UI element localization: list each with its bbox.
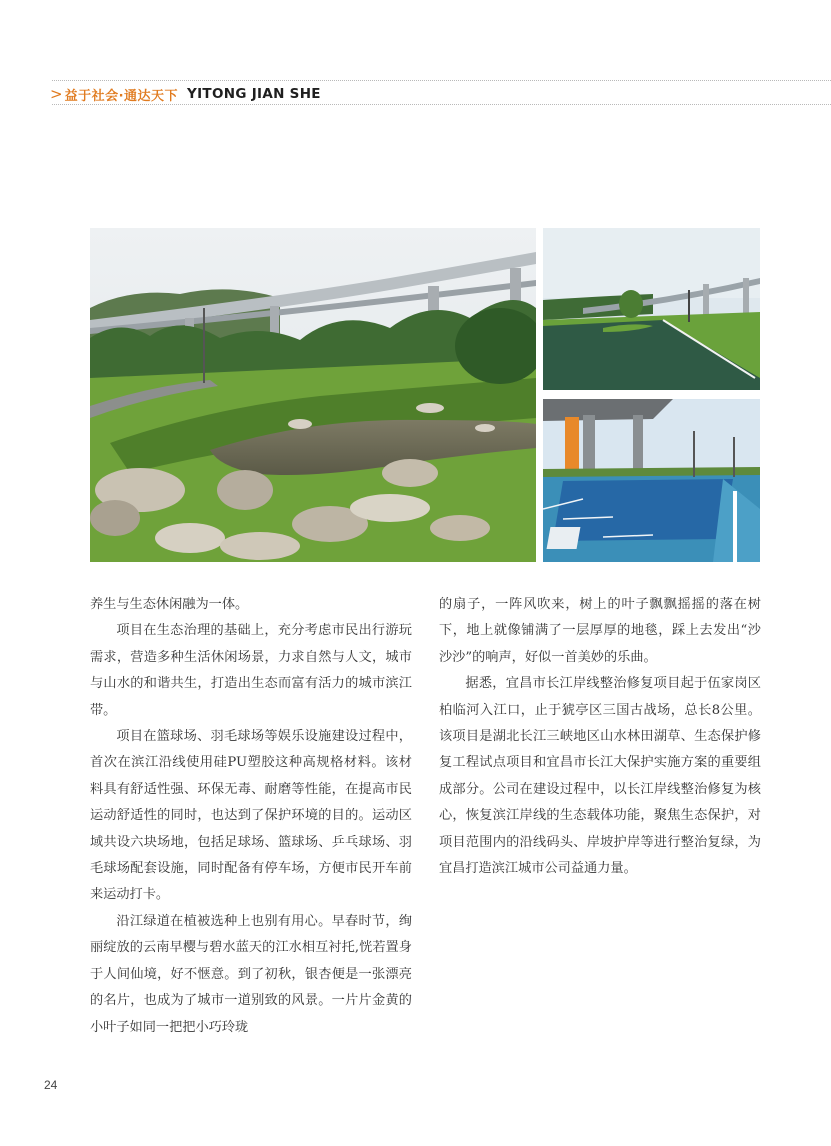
page-header [50,85,321,103]
header-cn-title: 益于社会·通达天下 [64,88,179,104]
article-right-column [439,592,761,882]
paragraph: 沿江绿道在植被选种上也别有用心。早春时节，绚丽绽放的云南早樱与碧水蓝天的江水相互衬托,恍若置身于人间仙境，好不惬意。到了初秋，银杏便是一张漂亮的名片，也成为了城市一道别致的风景。一片片金黄的小叶子如同一把把小巧玲珑 [90,913,412,1035]
header-rule-top [52,80,831,81]
sports-court-photo [543,399,760,562]
paragraph: 的扇子，一阵风吹来，树上的叶子飘飘摇摇的落在树下，地上就像铺满了一层厚厚的地毯，踩上去发出“沙沙沙”的响声，好似一首美妙的乐曲。 [439,597,761,665]
paragraph: 据悉，宜昌市长江岸线整治修复项目起于伍家岗区柏临河入江口，止于猇亭区三国古战场，总长8公里。该项目是湖北长江三峡地区山水林田湖草、生态保护修复工程试点项目和宜昌市长江大保护实施方案的重要组成部分。公司在建设过程中，以长江岸线整治修复为核心，恢复滨江岸线的生态载体功能，聚焦生态保护，对项目范围内的沿线码头、岸坡护岸等进行整治复绿，为宜昌打造滨江城市公司益通力量。 [439,676,761,877]
page-number: 24 [44,1078,58,1092]
paragraph: 项目在篮球场、羽毛球场等娱乐设施建设过程中，首次在滨江沿线使用硅PU塑胶这种高规格材料。该材料具有舒适性强、环保无毒、耐磨等性能，在提高市民运动舒适性的同时，也达到了保护环境的目的。运动区域共设六块场地，包括足球场、篮球场、乒乓球场、羽毛球场配套设施，同时配备有停车场，方便市民开车前来运动打卡。 [90,729,412,903]
riverside-garden-photo [90,228,536,562]
paragraph: 养生与生态休闲融为一体。 [90,597,249,612]
header-en-title: YITONG JIAN SHE [187,86,321,102]
paragraph: 项目在生态治理的基础上，充分考虑市民出行游玩需求，营造多种生活休闲场景，力求自然与人文，城市与山水的和谐共生，打造出生态而富有活力的城市滨江带。 [90,623,412,718]
greenway-road-photo [543,228,760,390]
header-rule-bottom [52,104,831,105]
article-left-column [90,592,412,1041]
chevron-right-icon: > [50,85,63,103]
